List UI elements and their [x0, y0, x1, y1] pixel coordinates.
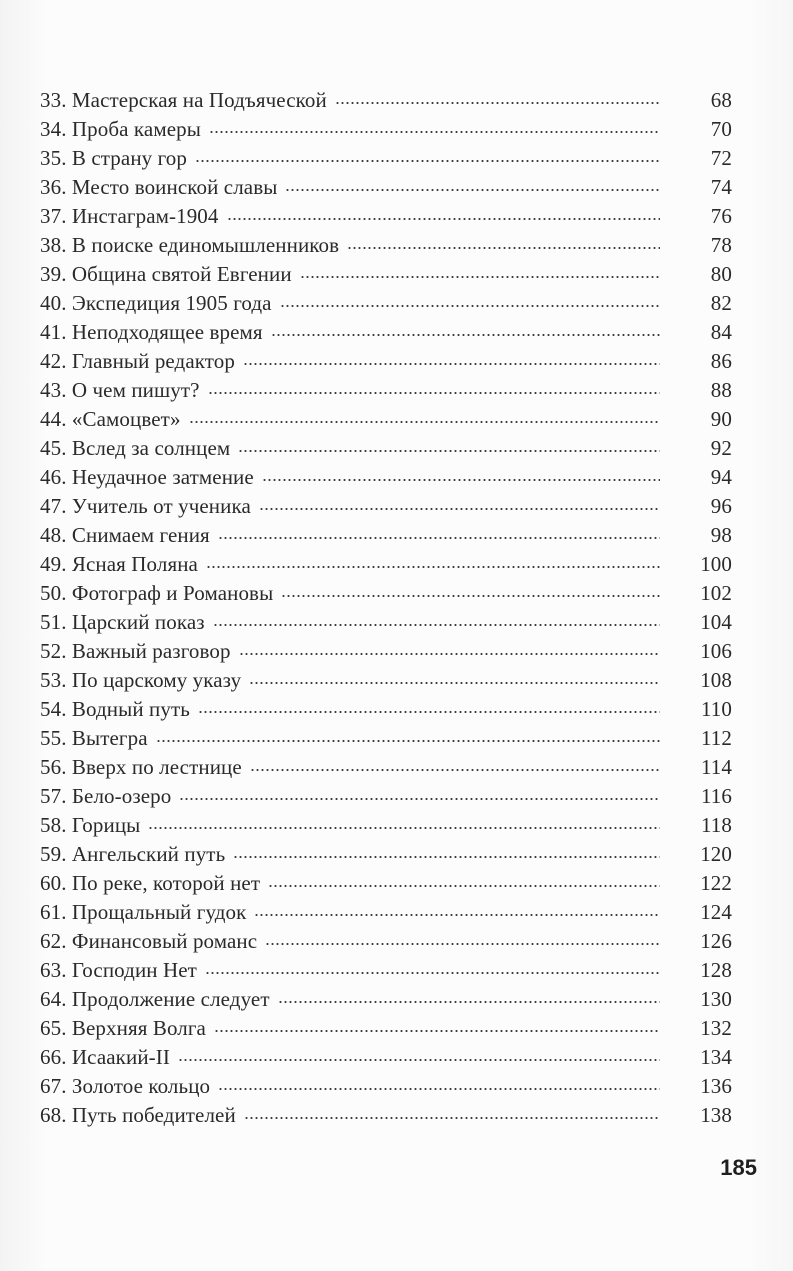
dot-leader: [189, 420, 660, 424]
toc-entry: [40, 898, 732, 927]
toc-entry-page: 98: [710, 523, 732, 547]
toc-entry: [40, 753, 732, 782]
toc-entry: [40, 434, 732, 463]
dot-leader: [233, 855, 660, 859]
toc-entry-title: 43. О чем пишут?: [40, 378, 200, 402]
toc-entry-page: 94: [710, 465, 732, 489]
dot-leader: [227, 217, 661, 221]
toc-entry: [40, 956, 732, 985]
toc-entry: [40, 318, 732, 347]
toc-entry-page: 100: [700, 552, 732, 576]
dot-leader: [206, 565, 660, 569]
toc-entry-page: 112: [700, 726, 732, 750]
toc-entry-title: 56. Вверх по лестнице: [40, 755, 242, 779]
toc-entry-title: 64. Продолжение следует: [40, 987, 270, 1011]
toc-entry: [40, 231, 732, 260]
toc-entry-page: 116: [700, 784, 732, 808]
toc-entry: [40, 550, 732, 579]
dot-leader: [178, 1058, 660, 1062]
dot-leader: [195, 159, 660, 163]
toc-entry-page: 126: [700, 929, 732, 953]
toc-entry-page: 132: [700, 1016, 732, 1040]
dot-leader: [265, 942, 660, 946]
toc-entry-title: 40. Экспедиция 1905 года: [40, 291, 272, 315]
page-number: 185: [720, 1155, 757, 1180]
dot-leader: [280, 304, 660, 308]
toc-entry-title: 36. Место воинской славы: [40, 175, 278, 199]
dot-leader: [156, 739, 660, 743]
dot-leader: [218, 536, 660, 540]
toc-entry-page: 88: [710, 378, 732, 402]
dot-leader: [268, 884, 660, 888]
toc-entry-title: 51. Царский показ: [40, 610, 205, 634]
toc-entry-title: 47. Учитель от ученика: [40, 494, 251, 518]
toc-entry: [40, 637, 732, 666]
toc-entry: [40, 521, 732, 550]
toc-entry: [40, 840, 732, 869]
dot-leader: [262, 478, 660, 482]
toc-entry-title: 63. Господин Нет: [40, 958, 197, 982]
dot-leader: [239, 652, 660, 656]
toc-entry-page: 106: [700, 639, 732, 663]
toc-entry: [40, 608, 732, 637]
toc-entry-page: 118: [700, 813, 732, 837]
toc-entry-page: 124: [700, 900, 732, 924]
toc-entry-page: 108: [700, 668, 732, 692]
toc-entry-title: 61. Прощальный гудок: [40, 900, 247, 924]
toc-entry: [40, 579, 732, 608]
toc-entry: [40, 463, 732, 492]
toc-entry-page: 70: [710, 117, 732, 141]
toc-entry-title: 44. «Самоцвет»: [40, 407, 181, 431]
toc-entry-title: 58. Горицы: [40, 813, 141, 837]
dot-leader: [259, 507, 660, 511]
toc-entry-title: 60. По реке, которой нет: [40, 871, 261, 895]
dot-leader: [209, 130, 660, 134]
toc-entry-page: 128: [700, 958, 732, 982]
toc-entry-page: 130: [700, 987, 732, 1011]
toc-entry-title: 42. Главный редактор: [40, 349, 235, 373]
toc-entry-title: 50. Фотограф и Романовы: [40, 581, 274, 605]
toc-entry-page: 84: [710, 320, 732, 344]
dot-leader: [278, 1000, 660, 1004]
toc-entry: [40, 811, 732, 840]
toc-entry: [40, 144, 732, 173]
toc-entry-title: 48. Снимаем гения: [40, 523, 210, 547]
dot-leader: [198, 710, 660, 714]
dot-leader: [243, 362, 660, 366]
dot-leader: [300, 275, 660, 279]
dot-leader: [347, 246, 660, 250]
toc-entry: [40, 405, 732, 434]
toc-entry-title: 67. Золотое кольцо: [40, 1074, 211, 1098]
toc-entry-title: 38. В поиске единомышленников: [40, 233, 340, 257]
toc-entry: [40, 985, 732, 1014]
dot-leader: [218, 1087, 660, 1091]
toc-entry-page: 68: [710, 88, 732, 112]
toc-entry: [40, 202, 732, 231]
toc-entry: [40, 492, 732, 521]
toc-entry-title: 66. Исаакий-II: [40, 1045, 170, 1069]
dot-leader: [250, 768, 660, 772]
toc-entry-title: 65. Верхняя Волга: [40, 1016, 206, 1040]
toc-entry-title: 55. Вытегра: [40, 726, 148, 750]
toc-entry-page: 82: [710, 291, 732, 315]
toc-entry-page: 74: [710, 175, 732, 199]
toc-entry: [40, 86, 732, 115]
toc-entry-page: 114: [700, 755, 732, 779]
dot-leader: [205, 971, 660, 975]
toc-entry-page: 72: [710, 146, 732, 170]
dot-leader: [238, 449, 660, 453]
toc-entry-title: 54. Водный путь: [40, 697, 190, 721]
toc-entry-page: 78: [710, 233, 732, 257]
toc-entry-page: 104: [700, 610, 732, 634]
toc-entry-page: 136: [700, 1074, 732, 1098]
toc-entry: [40, 115, 732, 144]
toc-entry-title: 52. Важный разговор: [40, 639, 231, 663]
toc-entry-page: 96: [710, 494, 732, 518]
toc-entry-page: 134: [700, 1045, 732, 1069]
dot-leader: [214, 1029, 660, 1033]
toc-entry-page: 80: [710, 262, 732, 286]
toc-entry: [40, 666, 732, 695]
toc-entry-title: 37. Инстаграм-1904: [40, 204, 219, 228]
toc-entry-title: 68. Путь победителей: [40, 1103, 236, 1127]
toc-entry: [40, 173, 732, 202]
toc-entry-page: 138: [700, 1103, 732, 1127]
toc-entry-title: 62. Финансовый романс: [40, 929, 258, 953]
toc-entry-page: 110: [700, 697, 732, 721]
toc-entry-title: 59. Ангельский путь: [40, 842, 226, 866]
toc-entry-title: 41. Неподходящее время: [40, 320, 263, 344]
toc-entry-title: 34. Проба камеры: [40, 117, 201, 141]
toc-entry: [40, 1072, 732, 1101]
toc-entry: [40, 927, 732, 956]
toc-entry-title: 33. Мастерская на Подъяческой: [40, 88, 327, 112]
dot-leader: [148, 826, 660, 830]
toc-entry-page: 120: [700, 842, 732, 866]
dot-leader: [285, 188, 660, 192]
toc-entry: [40, 1014, 732, 1043]
toc-entry-title: 35. В страну гор: [40, 146, 188, 170]
toc-entry-page: 86: [710, 349, 732, 373]
toc-entry-page: 92: [710, 436, 732, 460]
dot-leader: [244, 1116, 660, 1120]
toc-entry: [40, 695, 732, 724]
toc-entry-page: 90: [710, 407, 732, 431]
dot-leader: [254, 913, 660, 917]
dot-leader: [249, 681, 660, 685]
toc-entry: [40, 724, 732, 753]
dot-leader: [213, 623, 660, 627]
dot-leader: [281, 594, 660, 598]
table-of-contents: [40, 86, 732, 1130]
dot-leader: [271, 333, 660, 337]
toc-entry-title: 39. Община святой Евгении: [40, 262, 292, 286]
toc-entry: [40, 869, 732, 898]
toc-entry-page: 102: [700, 581, 732, 605]
toc-entry-title: 53. По царскому указу: [40, 668, 242, 692]
toc-entry-page: 76: [710, 204, 732, 228]
toc-entry: [40, 1043, 732, 1072]
toc-entry: [40, 1101, 732, 1130]
toc-entry: [40, 782, 732, 811]
toc-entry: [40, 376, 732, 405]
dot-leader: [208, 391, 660, 395]
toc-entry-title: 49. Ясная Поляна: [40, 552, 198, 576]
dot-leader: [335, 101, 660, 105]
dot-leader: [179, 797, 660, 801]
toc-entry: [40, 289, 732, 318]
toc-entry-title: 45. Вслед за солнцем: [40, 436, 231, 460]
toc-entry-title: 46. Неудачное затмение: [40, 465, 254, 489]
toc-entry-title: 57. Бело-озеро: [40, 784, 172, 808]
toc-entry-page: 122: [700, 871, 732, 895]
toc-entry: [40, 347, 732, 376]
toc-entry: [40, 260, 732, 289]
